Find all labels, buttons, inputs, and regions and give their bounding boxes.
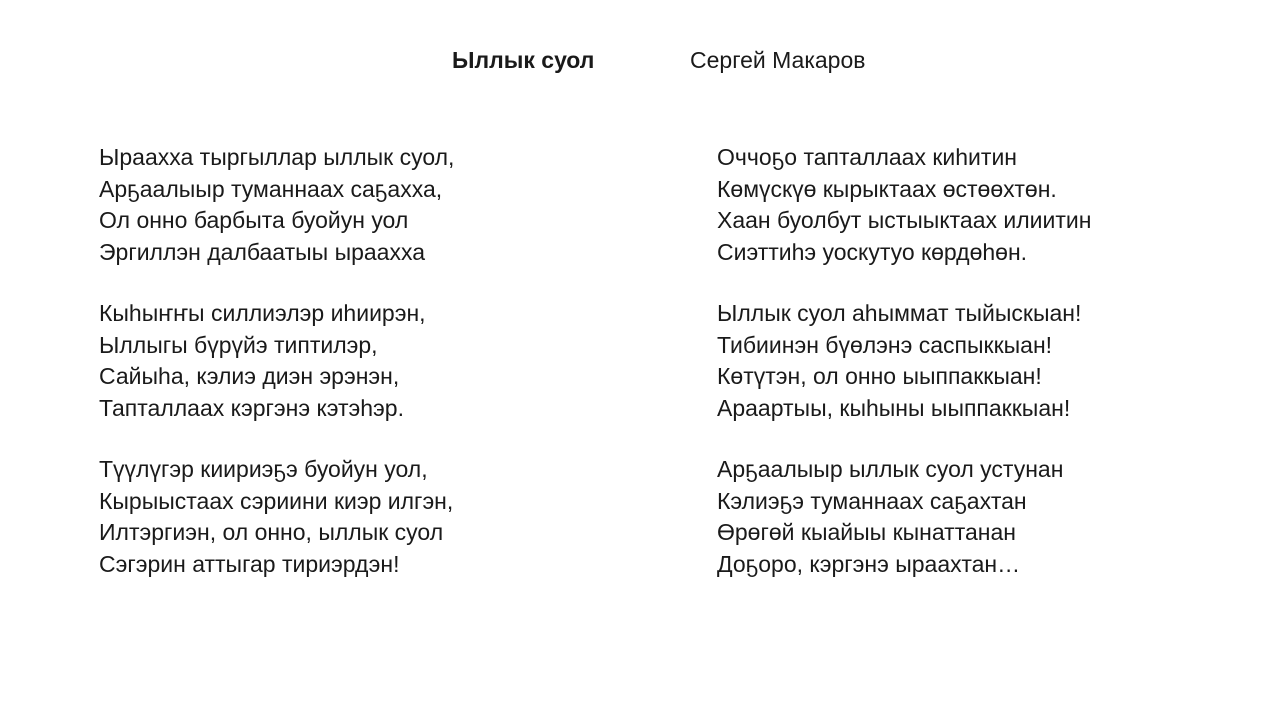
poem-line: Түүлүгэр киириэҕэ буойун уол, xyxy=(99,456,428,482)
poem-line: Арҕаалыыр ыллык суол устунан xyxy=(717,456,1064,482)
poem-line: Ыллык суол аһыммат тыйыскыан! xyxy=(717,300,1082,326)
poem-line: Тапталлаах кэргэнэ кэтэһэр. xyxy=(99,394,404,421)
poem-line: Доҕоро, кэргэнэ ыраахтан… xyxy=(717,550,1021,577)
poem-line: Көтүтэн, ол онно ыыппаккыан! xyxy=(717,363,1042,389)
poem-line: Тибиинэн бүөлэнэ саспыккыан! xyxy=(717,331,1053,358)
poem-line: Кыһыҥҥы силлиэлэр иһиирэн, xyxy=(99,300,426,326)
poem-line: Араартыы, кыһыны ыыппаккыан! xyxy=(717,394,1071,421)
stanza xyxy=(99,142,454,268)
poem-line: Өрөгөй кыайыы кынаттанан xyxy=(717,519,1016,545)
poem-line: Кырыыстаах сэриини киэр илгэн, xyxy=(99,487,454,514)
poem-line: Илтэргиэн, ол онно, ыллык суол xyxy=(99,519,444,545)
stanza xyxy=(99,454,454,580)
poem-title: Ыллык суол xyxy=(452,47,595,73)
stanza xyxy=(717,142,1091,268)
poem-line: Оччоҕо тапталлаах киһитин xyxy=(717,144,1017,170)
stanza xyxy=(99,298,454,424)
poem-line: Сайыһа, кэлиэ диэн эрэнэн, xyxy=(99,363,400,389)
poem-line: Эргиллэн далбаатыы ыраахха xyxy=(99,238,426,265)
poem-line: Арҕаалыыр туманнаах саҕахха, xyxy=(99,175,443,202)
poem-author: Сергей Макаров xyxy=(690,47,866,73)
left-column xyxy=(99,142,454,610)
poem-line: Көмүскүө кырыктаах өстөөхтөн. xyxy=(717,175,1057,202)
poem-line: Хаан буолбут ыстыыктаах илиитин xyxy=(717,207,1092,233)
stanza xyxy=(717,454,1091,580)
poem-line: Ыраахха тыргыллар ыллык суол, xyxy=(99,144,455,170)
right-column xyxy=(717,142,1091,610)
stanza xyxy=(717,298,1091,424)
poem-line: Кэлиэҕэ туманнаах саҕахтан xyxy=(717,487,1027,514)
poem-line: Сэгэрин аттыгар тириэрдэн! xyxy=(99,550,400,577)
poem-line: Ыллыгы бүрүйэ типтилэр, xyxy=(99,331,378,358)
poem-line: Ол онно барбыта буойун уол xyxy=(99,207,409,233)
poem-line: Сиэттиһэ уоскутуо көрдөһөн. xyxy=(717,238,1028,265)
